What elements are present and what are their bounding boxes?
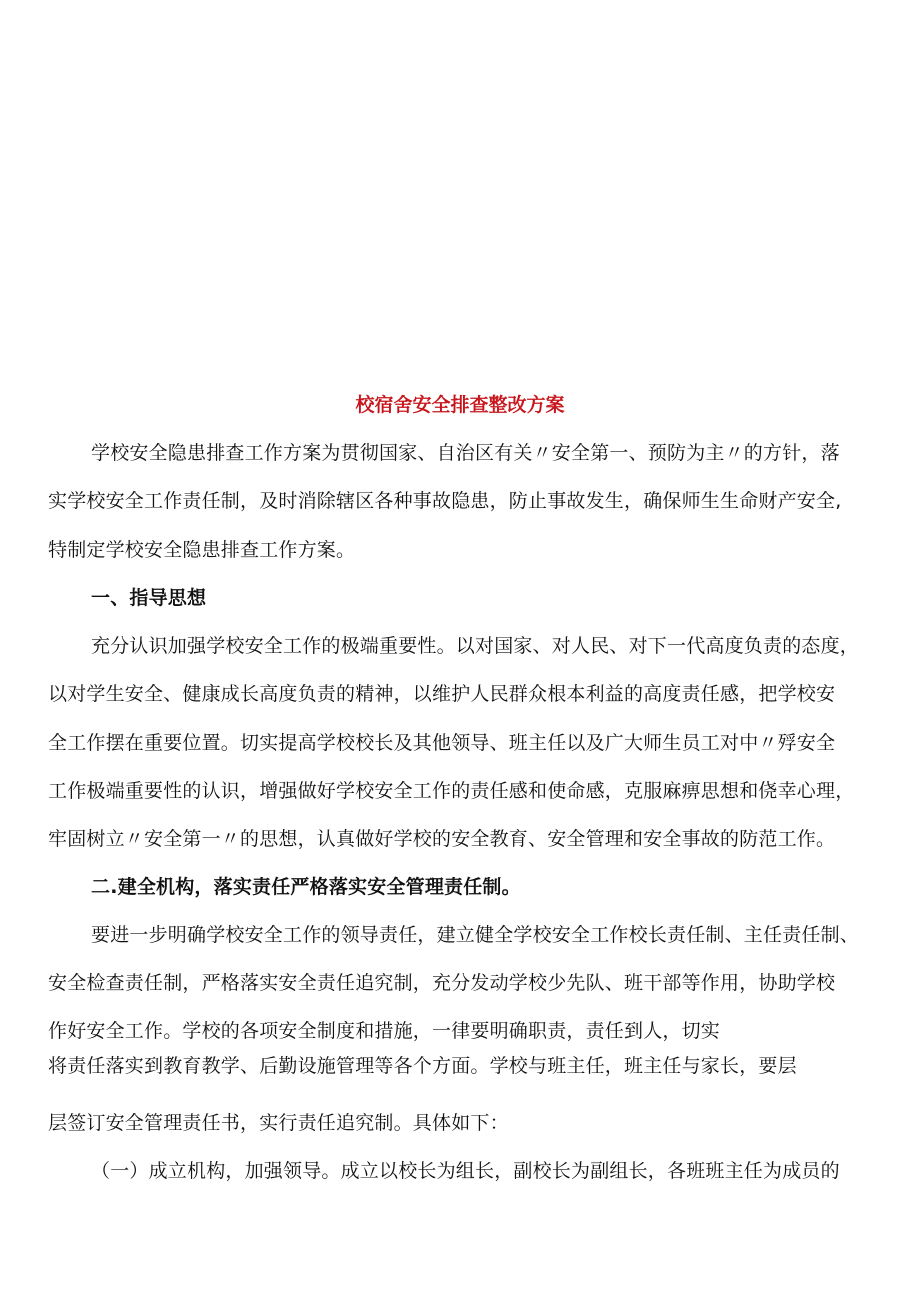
document-title: 校宿舍安全排查整改方案	[355, 394, 565, 416]
section-heading: 二.建全机构，落实责任严格落实安全管理责任制。	[91, 876, 521, 898]
paragraph-line: 层签订安全管理责任书，实行责任追究制。具体如下：	[48, 1112, 509, 1134]
paragraph-line: 学校安全隐患排查工作方案为贯彻国家、自治区有关〃安全第一、预防为主〃的方针，落	[91, 442, 840, 464]
paragraph-line: 要进一步明确学校安全工作的领导责任，建立健全学校安全工作校长责任制、主任责任制、	[91, 924, 860, 946]
paragraph-line: 工作极端重要性的认识，增强做好学校安全工作的责任感和使命感，克服麻痹思想和侥幸心理，	[48, 780, 855, 802]
paragraph-line: 特制定学校安全隐患排查工作方案。	[48, 539, 356, 561]
paragraph-line: 牢固树立〃安全第一〃的思想，认真做好学校的安全教育、安全管理和安全事故的防范工作。	[48, 828, 836, 850]
paragraph-line: 充分认识加强学校安全工作的极端重要性。以对国家、对人民、对下一代高度负责的态度，	[91, 635, 860, 657]
paragraph-line: 安全检查责任制，严格落实安全责任追究制，充分发动学校少先队、班干部等作用，协助学校	[48, 972, 836, 994]
paragraph-line: 将责任落实到教育教学、后勤设施管理等各个方面。学校与班主任，班主任与家长，要层	[48, 1055, 797, 1077]
paragraph-line: 全工作摆在重要位置。切实提高学校校长及其他领导、班主任以及广大师生员工对中〃殍安全	[48, 732, 836, 754]
section-heading: 一、指导思想	[91, 587, 207, 609]
paragraph-line: （一）成立机构，加强领导。成立以校长为组长，副校长为副组长，各班班主任为成员的	[91, 1160, 840, 1182]
paragraph-line: 实学校安全工作责任制，及时消除辖区各种事故隐患，防止事故发生，确保师生生命财产安全,	[48, 490, 842, 512]
paragraph-line: 作好安全工作。学校的各项安全制度和措施，一律要明确职责，责任到人，切实	[48, 1020, 721, 1042]
paragraph-line: 以对学生安全、健康成长高度负责的精神，以维护人民群众根本利益的高度责任感，把学校安	[48, 683, 836, 705]
